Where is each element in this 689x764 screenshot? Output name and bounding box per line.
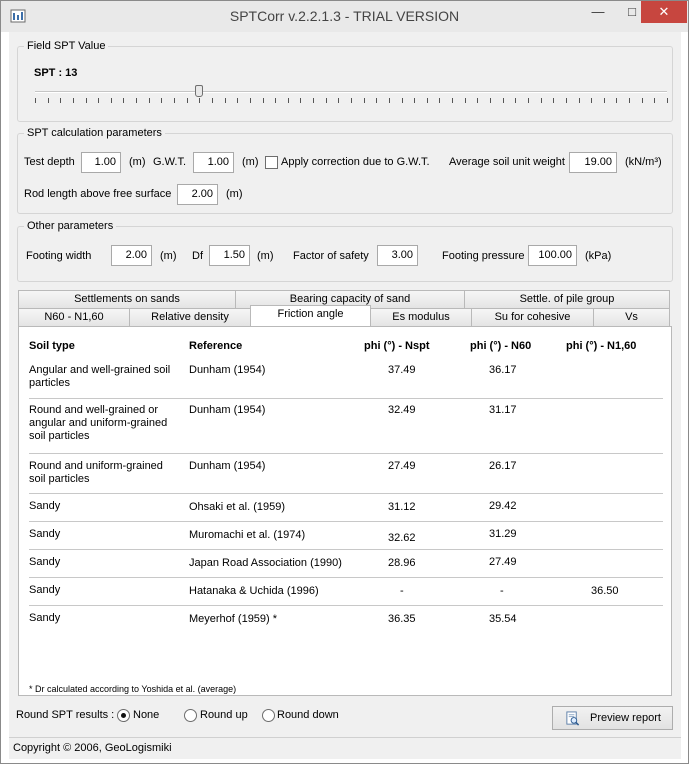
slider-tick xyxy=(313,98,314,103)
footing-width-input[interactable]: 2.00 xyxy=(111,245,152,266)
slider-tick xyxy=(111,98,112,103)
table-cell-phi-n60: 27.49 xyxy=(489,556,517,568)
footing-width-label: Footing width xyxy=(26,250,92,262)
window-title: SPTCorr v.2.2.1.3 - TRIAL VERSION xyxy=(229,8,460,24)
table-cell-soil: Sandy xyxy=(29,528,61,540)
slider-tick xyxy=(642,98,643,103)
preview-icon xyxy=(565,711,580,726)
slider-tick xyxy=(616,98,617,103)
table-cell-phi-n60: 29.42 xyxy=(489,500,517,512)
table-cell-phi-n60: 26.17 xyxy=(489,460,517,472)
header-soil-type: Soil type xyxy=(29,340,75,352)
slider-tick xyxy=(73,98,74,103)
header-phi-n60: phi (°) - N60 xyxy=(470,340,532,352)
unit-weight-unit: (kN/m³) xyxy=(625,156,662,168)
table-cell-phi-nspt: 28.96 xyxy=(388,557,416,569)
df-label: Df xyxy=(192,250,203,262)
table-cell-phi-nspt: 36.35 xyxy=(388,613,416,625)
table-cell-phi-nspt: 32.49 xyxy=(388,404,416,416)
row-separator xyxy=(29,521,663,522)
table-cell-reference: Hatanaka & Uchida (1996) xyxy=(189,585,319,597)
slider-tick xyxy=(288,98,289,103)
slider-tick xyxy=(275,98,276,103)
unit-weight-label: Average soil unit weight xyxy=(449,156,565,168)
field-spt-legend: Field SPT Value xyxy=(24,40,108,52)
gwt-label: G.W.T. xyxy=(153,156,186,168)
status-bar xyxy=(9,737,681,759)
radio-round-down[interactable] xyxy=(262,709,275,722)
table-cell-phi-n60: 31.29 xyxy=(489,528,517,540)
row-separator xyxy=(29,453,663,454)
slider-tick xyxy=(351,98,352,103)
slider-tick xyxy=(263,98,264,103)
spt-slider-thumb[interactable] xyxy=(195,85,203,97)
slider-tick xyxy=(199,98,200,103)
table-cell-phi-nspt: - xyxy=(400,585,404,597)
friction-angle-panel xyxy=(18,326,672,696)
table-cell-reference: Muromachi et al. (1974) xyxy=(189,529,306,541)
slider-tick xyxy=(566,98,567,103)
other-params-legend: Other parameters xyxy=(24,220,116,232)
slider-tick xyxy=(149,98,150,103)
slider-tick xyxy=(667,98,668,103)
slider-tick xyxy=(136,98,137,103)
slider-tick xyxy=(161,98,162,103)
gwt-input[interactable]: 1.00 xyxy=(193,152,234,173)
spt-value-label: SPT : 13 xyxy=(34,67,78,79)
table-cell-phi-nspt: 31.12 xyxy=(388,501,416,513)
preview-report-button[interactable] xyxy=(552,706,673,730)
table-cell-soil: Angular and well-grained soil particles xyxy=(29,364,171,389)
tab-su-cohesive[interactable]: Su for cohesive xyxy=(471,308,594,326)
tab-es-modulus[interactable]: Es modulus xyxy=(370,308,472,326)
rounding-label: Round SPT results : xyxy=(16,709,115,721)
radio-round-down-label[interactable]: Round down xyxy=(277,709,339,721)
rod-length-label: Rod length above free surface xyxy=(24,188,172,200)
table-cell-soil: Sandy xyxy=(29,556,61,568)
slider-tick xyxy=(225,98,226,103)
table-footnote: * Dr calculated according to Yoshida et al. (average) xyxy=(29,684,237,694)
radio-round-up[interactable] xyxy=(184,709,197,722)
table-cell-phi-n60: 35.54 xyxy=(489,613,517,625)
slider-tick xyxy=(402,98,403,103)
gwt-correction-label[interactable]: Apply correction due to G.W.T. xyxy=(281,156,430,168)
slider-tick xyxy=(300,98,301,103)
fos-label: Factor of safety xyxy=(293,250,369,262)
slider-tick xyxy=(376,98,377,103)
slider-tick xyxy=(123,98,124,103)
slider-tick xyxy=(477,98,478,103)
fos-input[interactable]: 3.00 xyxy=(377,245,418,266)
table-cell-reference: Dunham (1954) xyxy=(189,404,266,416)
row-separator xyxy=(29,549,663,550)
row-separator xyxy=(29,398,663,399)
table-cell-reference: Dunham (1954) xyxy=(189,460,266,472)
slider-tick xyxy=(452,98,453,103)
slider-tick xyxy=(48,98,49,103)
slider-tick xyxy=(439,98,440,103)
table-cell-soil: Round and well-grained or angular and uniform-grained soil particles xyxy=(29,404,168,442)
table-cell-soil: Round and uniform-grained soil particles xyxy=(29,460,163,485)
slider-tick xyxy=(326,98,327,103)
df-input[interactable]: 1.50 xyxy=(209,245,250,266)
unit-weight-input[interactable]: 19.00 xyxy=(569,152,617,173)
tab-vs[interactable]: Vs xyxy=(593,308,670,326)
radio-selected-dot xyxy=(121,713,126,718)
test-depth-unit: (m) xyxy=(129,156,146,168)
table-cell-phi-n60: 36.17 xyxy=(489,364,517,376)
row-separator xyxy=(29,605,663,606)
slider-tick xyxy=(579,98,580,103)
slider-tick xyxy=(98,98,99,103)
tab-bearing-capacity[interactable]: Bearing capacity of sand xyxy=(235,290,465,308)
field-spt-group xyxy=(17,40,673,122)
header-reference: Reference xyxy=(189,340,243,352)
client-area xyxy=(9,32,681,759)
header-phi-n160: phi (°) - N1,60 xyxy=(566,340,637,352)
close-icon[interactable]: ✕ xyxy=(641,1,687,23)
table-cell-phi-nspt: 32.62 xyxy=(388,532,416,544)
table-cell-soil: Sandy xyxy=(29,500,61,512)
pressure-unit: (kPa) xyxy=(585,250,612,262)
slider-tick xyxy=(591,98,592,103)
slider-tick xyxy=(389,98,390,103)
preview-report-label: Preview report xyxy=(590,712,661,724)
slider-tick xyxy=(35,98,36,103)
slider-tick xyxy=(515,98,516,103)
pressure-label: Footing pressure xyxy=(442,250,525,262)
table-cell-reference: Dunham (1954) xyxy=(189,364,266,376)
title-bar xyxy=(1,1,688,32)
slider-tick xyxy=(237,98,238,103)
slider-tick xyxy=(427,98,428,103)
gwt-correction-checkbox[interactable] xyxy=(265,156,278,169)
radio-none[interactable] xyxy=(117,709,130,722)
rod-length-input[interactable]: 2.00 xyxy=(177,184,218,205)
maximize-icon[interactable]: □ xyxy=(628,4,636,19)
spt-slider-track[interactable] xyxy=(35,91,667,93)
tab-pile-group[interactable]: Settle. of pile group xyxy=(464,290,670,308)
slider-tick xyxy=(187,98,188,103)
df-unit: (m) xyxy=(257,250,274,262)
slider-tick xyxy=(553,98,554,103)
slider-tick xyxy=(541,98,542,103)
slider-tick xyxy=(654,98,655,103)
footing-width-unit: (m) xyxy=(160,250,177,262)
slider-tick xyxy=(490,98,491,103)
slider-tick xyxy=(503,98,504,103)
table-cell-reference: Ohsaki et al. (1959) xyxy=(189,501,285,513)
radio-round-up-label[interactable]: Round up xyxy=(200,709,248,721)
table-cell-phi-nspt: 37.49 xyxy=(388,364,416,376)
table-cell-reference: Japan Road Association (1990) xyxy=(189,557,342,569)
table-cell-phi-n60: - xyxy=(500,585,504,597)
other-params-group xyxy=(17,220,673,282)
slider-tick xyxy=(528,98,529,103)
row-separator xyxy=(29,493,663,494)
table-cell-soil: Sandy xyxy=(29,584,61,596)
row-separator xyxy=(29,577,663,578)
tab-friction-angle[interactable]: Friction angle xyxy=(250,305,371,326)
calc-params-group xyxy=(17,127,673,214)
slider-tick xyxy=(414,98,415,103)
radio-none-label[interactable]: None xyxy=(133,709,160,721)
table-cell-phi-n60: 31.17 xyxy=(489,404,517,416)
table-cell-phi-n160: 36.50 xyxy=(591,585,619,597)
slider-tick xyxy=(629,98,630,103)
header-phi-nspt: phi (°) - Nspt xyxy=(364,340,430,352)
table-cell-soil: Sandy xyxy=(29,612,61,624)
copyright-text: Copyright © 2006, GeoLogismiki xyxy=(13,742,172,754)
slider-tick xyxy=(86,98,87,103)
minimize-icon[interactable]: — xyxy=(591,4,605,19)
slider-tick xyxy=(212,98,213,103)
slider-tick xyxy=(604,98,605,103)
slider-tick xyxy=(338,98,339,103)
tab-n60[interactable]: N60 - N1,60 xyxy=(18,308,130,326)
test-depth-label: Test depth xyxy=(24,156,75,168)
tab-relative-density[interactable]: Relative density xyxy=(129,308,251,326)
table-cell-phi-nspt: 27.49 xyxy=(388,460,416,472)
slider-tick xyxy=(465,98,466,103)
slider-tick xyxy=(364,98,365,103)
rod-length-unit: (m) xyxy=(226,188,243,200)
spt-slider-ticks xyxy=(35,98,667,103)
tab-settlements-on-sands[interactable]: Settlements on sands xyxy=(18,290,236,308)
table-cell-reference: Meyerhof (1959) * xyxy=(189,613,278,625)
pressure-input[interactable]: 100.00 xyxy=(528,245,577,266)
slider-tick xyxy=(174,98,175,103)
slider-tick xyxy=(60,98,61,103)
slider-tick xyxy=(250,98,251,103)
calc-params-legend: SPT calculation parameters xyxy=(24,127,165,139)
test-depth-input[interactable]: 1.00 xyxy=(81,152,121,173)
gwt-unit: (m) xyxy=(242,156,259,168)
